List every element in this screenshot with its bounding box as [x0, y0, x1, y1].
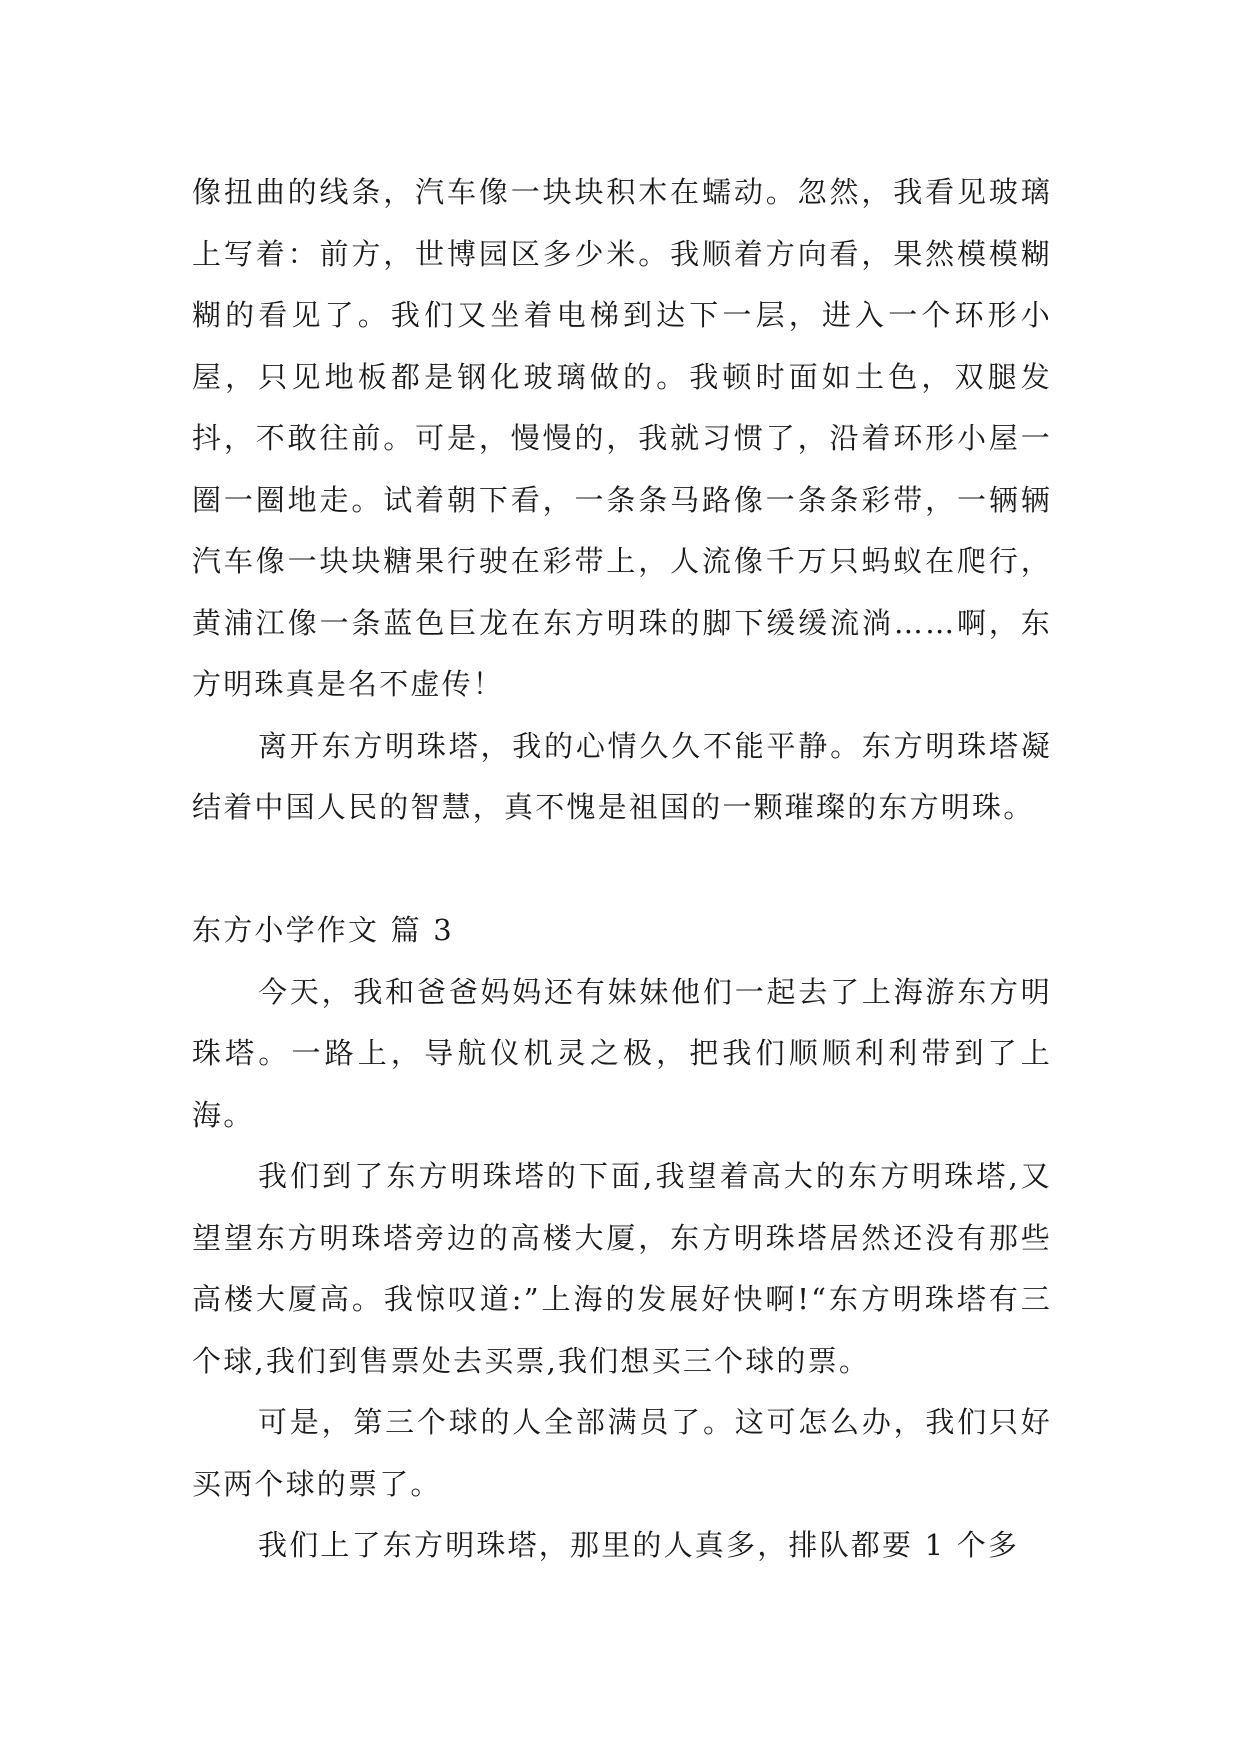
paragraph: 我们上了东方明珠塔，那里的人真多，排队都要 1 个多 — [258, 1528, 1020, 1562]
paragraph: 我们到了东方明珠塔的下面,我望着高大的东方明珠塔,又望望东方明珠塔旁边的高楼大厦，东方明珠塔居然还没有那些高楼大厦高。我惊叹道:”上海的发展好快啊!“东方明珠塔有三个球,我们到售票处去买票,我们想买三个球的票。 — [192, 1159, 1052, 1378]
section-heading: 东方小学作文 篇 3 — [192, 913, 454, 947]
paragraph: 今天，我和爸爸妈妈还有妹妹他们一起去了上海游东方明珠塔。一路上，导航仪机灵之极，把我们顺顺利利带到了上海。 — [192, 974, 1052, 1132]
section-gap — [192, 839, 1052, 901]
document-body — [192, 162, 1052, 1577]
paragraph: 可是，第三个球的人全部满员了。这可怎么办，我们只好买两个球的票了。 — [192, 1405, 1052, 1501]
paragraph-continuation: 像扭曲的线条，汽车像一块块积木在蠕动。忽然，我看见玻璃上写着：前方，世博园区多少米。我顺着方向看，果然模模糊糊的看见了。我们又坐着电梯到达下一层，进入一个环形小屋，只见地板都是钢化玻璃做的。我顿时面如土色，双腿发抖，不敢往前。可是，慢慢的，我就习惯了，沿着环形小屋一圈一圈地走。试着朝下看，一条条马路像一条条彩带，一辆辆汽车像一块块糖果行驶在彩带上，人流像千万只蚂蚁在爬行，黄浦江像一条蓝色巨龙在东方明珠的脚下缓缓流淌……啊，东方明珠真是名不虚传！ — [192, 175, 1052, 701]
paragraph-conclusion: 离开东方明珠塔，我的心情久久不能平静。东方明珠塔凝结着中国人民的智慧，真不愧是祖国的一颗璀璨的东方明珠。 — [192, 728, 1052, 824]
